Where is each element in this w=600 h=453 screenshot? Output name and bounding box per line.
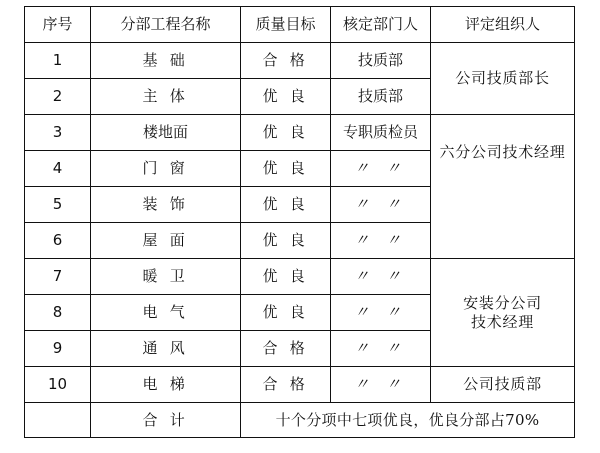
row-verifier-ditto: 〃 〃	[331, 151, 431, 187]
row-serial: 2	[25, 79, 91, 115]
row-project-name: 装 饰	[91, 187, 241, 223]
row-verifier-ditto: 〃 〃	[331, 367, 431, 403]
row-quality-target: 优 良	[241, 151, 331, 187]
total-serial-empty	[25, 403, 91, 438]
row-serial: 1	[25, 43, 91, 79]
row-project-name: 电 梯	[91, 367, 241, 403]
row-project-name: 屋 面	[91, 223, 241, 259]
row-verifier-ditto: 〃 〃	[331, 223, 431, 259]
row-project-name: 电 气	[91, 295, 241, 331]
header-verifier: 核定部门人	[331, 7, 431, 43]
total-label: 合 计	[91, 403, 241, 438]
quality-target-table	[24, 6, 575, 438]
header-quality-target: 质量目标	[241, 7, 331, 43]
row-verifier: 专职质检员	[331, 115, 431, 151]
header-evaluator: 评定组织人	[431, 7, 575, 43]
row-serial: 4	[25, 151, 91, 187]
table-row	[25, 115, 575, 151]
row-quality-target: 合 格	[241, 43, 331, 79]
row-serial: 9	[25, 331, 91, 367]
evaluator-group-2: 六分公司技术经理	[431, 115, 575, 259]
row-quality-target: 优 良	[241, 223, 331, 259]
row-serial: 3	[25, 115, 91, 151]
row-verifier: 技质部	[331, 79, 431, 115]
row-serial: 6	[25, 223, 91, 259]
row-verifier-ditto: 〃 〃	[331, 259, 431, 295]
header-serial: 序号	[25, 7, 91, 43]
table-row	[25, 43, 575, 79]
row-verifier-ditto: 〃 〃	[331, 187, 431, 223]
row-quality-target: 优 良	[241, 259, 331, 295]
row-quality-target: 优 良	[241, 115, 331, 151]
row-project-name: 楼地面	[91, 115, 241, 151]
evaluator-group-3	[431, 259, 575, 367]
row-verifier-ditto: 〃 〃	[331, 295, 431, 331]
row-project-name: 暖 卫	[91, 259, 241, 295]
row-quality-target: 优 良	[241, 187, 331, 223]
row-serial: 8	[25, 295, 91, 331]
row-quality-target: 合 格	[241, 367, 331, 403]
row-serial: 5	[25, 187, 91, 223]
evaluator-group-1: 公司技质部长	[431, 43, 575, 115]
row-verifier-ditto: 〃 〃	[331, 331, 431, 367]
table-row	[25, 367, 575, 403]
table-header-row	[25, 7, 575, 43]
row-project-name: 门 窗	[91, 151, 241, 187]
row-project-name: 通 风	[91, 331, 241, 367]
row-serial: 7	[25, 259, 91, 295]
row-serial: 10	[25, 367, 91, 403]
row-quality-target: 优 良	[241, 79, 331, 115]
row-project-name: 主 体	[91, 79, 241, 115]
row-project-name: 基 础	[91, 43, 241, 79]
evaluator-group-4: 公司技质部	[431, 367, 575, 403]
evaluator-group-3-line2: 技术经理	[470, 312, 534, 331]
total-row	[25, 403, 575, 438]
row-verifier: 技质部	[331, 43, 431, 79]
header-project-name: 分部工程名称	[91, 7, 241, 43]
table-row	[25, 259, 575, 295]
evaluator-group-3-line1: 安装分公司	[463, 293, 542, 312]
total-summary: 十个分项中七项优良，优良分部占70%	[241, 403, 575, 438]
row-quality-target: 优 良	[241, 295, 331, 331]
row-quality-target: 合 格	[241, 331, 331, 367]
